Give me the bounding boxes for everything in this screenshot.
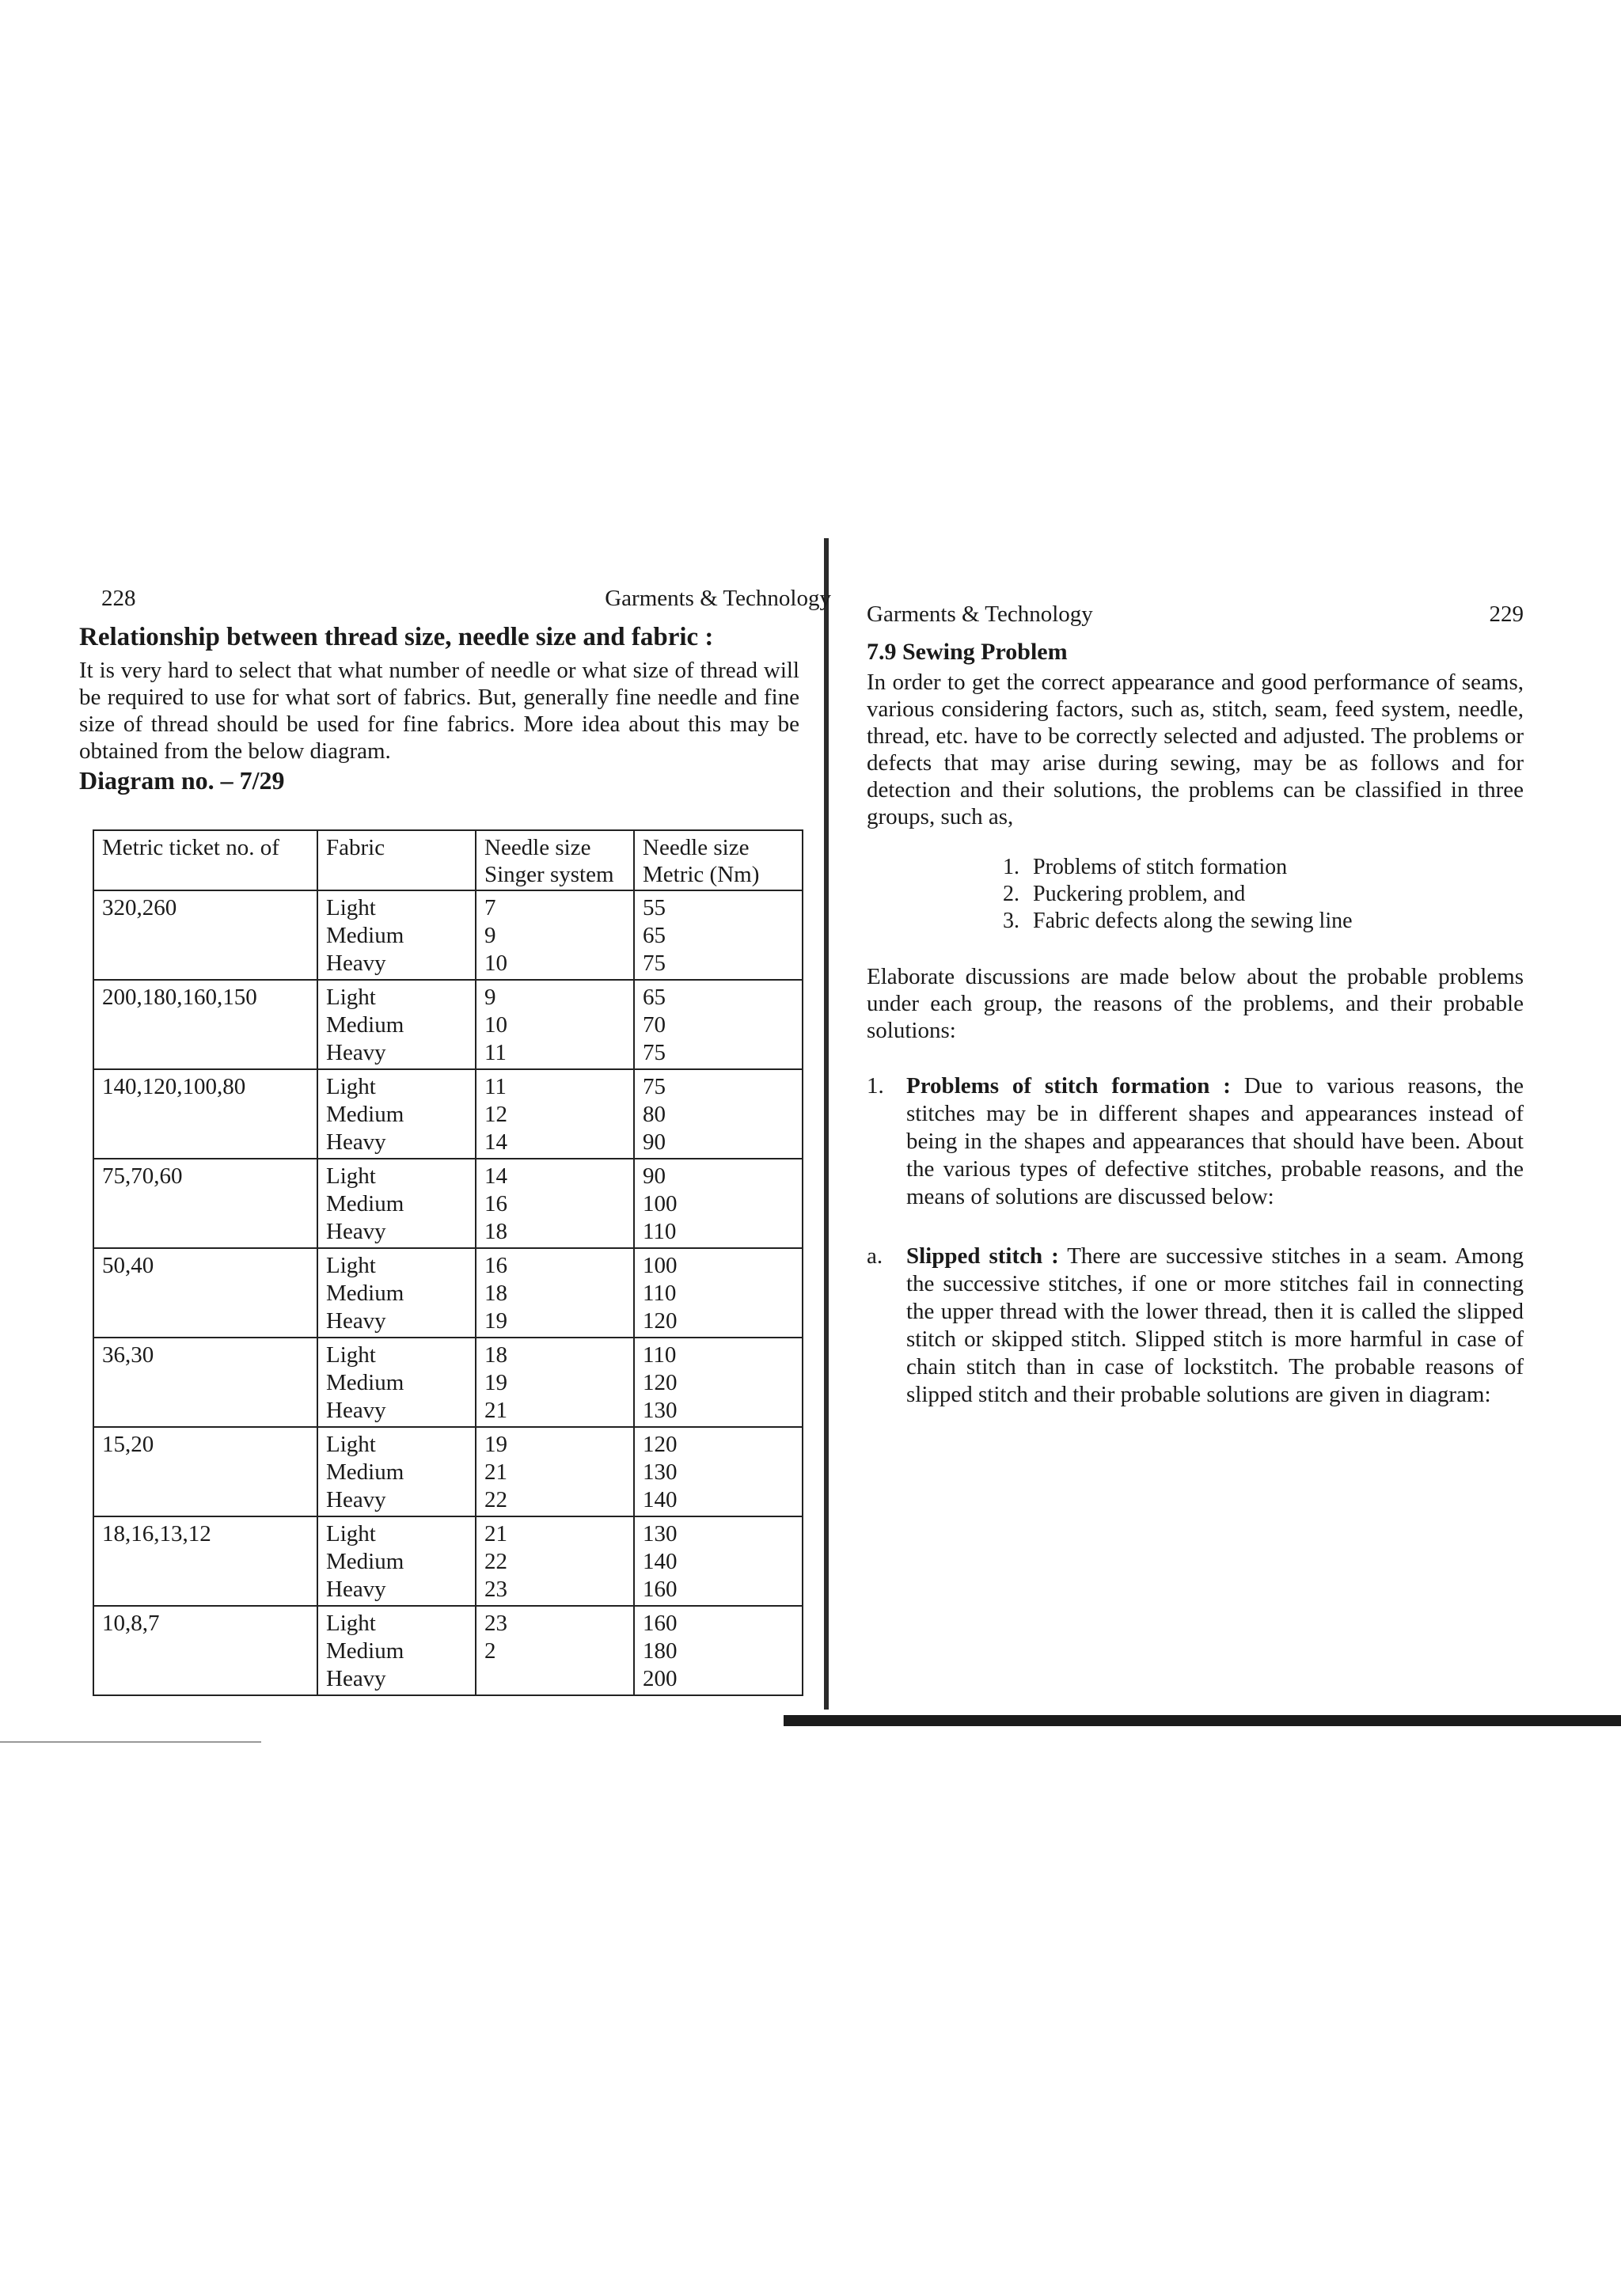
- running-title: Garments & Technology: [867, 602, 1093, 627]
- table-row: [93, 1337, 803, 1426]
- singer-cell-line: 18: [484, 1281, 507, 1306]
- metric-cell: [635, 1607, 803, 1694]
- left-page: [79, 586, 831, 1691]
- fabric-cell-line: Light: [326, 1163, 376, 1189]
- fabric-cell: [318, 1249, 476, 1337]
- ticket-cell: 15,20: [93, 1428, 318, 1516]
- table-header-row: [93, 829, 803, 890]
- singer-cell-line: 10: [484, 1012, 507, 1038]
- page-number: 229: [1489, 602, 1524, 627]
- metric-cell-line: 200: [643, 1666, 678, 1691]
- fabric-cell-line: Heavy: [326, 1666, 386, 1691]
- singer-cell: [476, 981, 635, 1068]
- problem-groups-list: [867, 854, 1524, 935]
- metric-cell-line: 110: [643, 1281, 677, 1306]
- singer-cell: [476, 1249, 635, 1337]
- singer-cell-line: 11: [484, 1040, 507, 1065]
- singer-cell: [476, 1159, 635, 1247]
- singer-cell-line: 14: [484, 1163, 507, 1189]
- metric-cell-line: 80: [643, 1102, 666, 1127]
- fabric-cell-line: Heavy: [326, 1129, 386, 1155]
- singer-cell: [476, 891, 635, 979]
- ticket-cell: 200,180,160,150: [93, 981, 318, 1068]
- intro-paragraph: In order to get the correct appearance and good performance of seams, various considering factors, such as, stitch, seam, feed system, needle, thread, etc. have to be correctly selected and adjusted. The problems or defects that may arise during sewing, may be as follows and for detection and their solutions, the problems can be classified in three groups, such as,: [867, 670, 1524, 829]
- scan-edge-line: [0, 1741, 261, 1743]
- singer-cell-line: 23: [484, 1611, 507, 1636]
- item-body: [906, 1072, 1524, 1211]
- fabric-cell: [318, 891, 476, 979]
- page-number: 228: [101, 586, 136, 611]
- metric-cell-line: 130: [643, 1398, 678, 1423]
- singer-cell-line: 21: [484, 1521, 507, 1546]
- fabric-cell-line: Light: [326, 985, 376, 1010]
- thread-needle-table: [93, 829, 803, 1696]
- item-marker: a.: [867, 1243, 883, 1269]
- table-row: [93, 979, 803, 1068]
- singer-cell-line: 9: [484, 985, 496, 1010]
- table-body: [93, 890, 803, 1696]
- fabric-cell-line: Heavy: [326, 1308, 386, 1334]
- fabric-cell-line: Medium: [326, 1281, 404, 1306]
- running-title: Garments & Technology: [605, 586, 831, 611]
- singer-cell: [476, 1338, 635, 1426]
- fabric-cell: [318, 1070, 476, 1158]
- fabric-cell-line: Heavy: [326, 1398, 386, 1423]
- metric-cell-line: 65: [643, 923, 666, 948]
- metric-cell-line: 75: [643, 1074, 666, 1099]
- ticket-cell: 10,8,7: [93, 1607, 318, 1694]
- table-row: [93, 1068, 803, 1158]
- metric-cell-line: 90: [643, 1163, 666, 1189]
- singer-cell: [476, 1070, 635, 1158]
- fabric-cell-line: Light: [326, 1611, 376, 1636]
- metric-cell-line: 90: [643, 1129, 666, 1155]
- elaborate-paragraph: Elaborate discussions are made below about the probable problems under each group, the reasons of the problems, and their probable solutions:: [867, 964, 1524, 1043]
- list-item: 2. Puckering problem, and: [1025, 881, 1524, 908]
- table-row: [93, 890, 803, 979]
- item-title: Problems of stitch formation :: [906, 1073, 1231, 1099]
- singer-cell-line: 2: [484, 1638, 496, 1664]
- singer-cell-line: 21: [484, 1398, 507, 1423]
- ticket-cell: 18,16,13,12: [93, 1517, 318, 1605]
- intro-paragraph: It is very hard to select that what number of needle or what size of thread will be required to use for what sort of fabrics. But, generally fine needle and fine size of thread should be used for fine fabrics. More idea about this may be obtained from the below diagram.: [79, 658, 799, 764]
- singer-cell-line: 16: [484, 1253, 507, 1278]
- fabric-cell-line: Light: [326, 1253, 376, 1278]
- metric-cell: [635, 1428, 803, 1516]
- ticket-cell: 75,70,60: [93, 1159, 318, 1247]
- ticket-cell: 320,260: [93, 891, 318, 979]
- scan-edge-shadow: [784, 1715, 1621, 1726]
- metric-cell-line: 140: [643, 1549, 678, 1574]
- item-text: There are successive stitches in a seam. Among the successive stitches, if one or more stitches fail in connecting the upper thread with the lower thread, then it is called the slipped stitch or skipped stitch. Slipped stitch is more harmful in case of chain stitch than in case of lockstitch. The probable reasons of slipped stitch and their probable solutions are given in diagram:: [906, 1243, 1524, 1407]
- fabric-cell-line: Light: [326, 1342, 376, 1368]
- fabric-cell-line: Medium: [326, 1370, 404, 1395]
- fabric-cell-line: Medium: [326, 1102, 404, 1127]
- singer-cell-line: 19: [484, 1308, 507, 1334]
- singer-cell-line: [484, 1665, 625, 1693]
- list-item: 3. Fabric defects along the sewing line: [1025, 908, 1524, 935]
- singer-cell-line: 14: [484, 1129, 507, 1155]
- list-item: 1. Problems of stitch formation: [1025, 854, 1524, 881]
- table-row: [93, 1605, 803, 1696]
- singer-cell-line: 22: [484, 1487, 507, 1512]
- metric-cell-line: 100: [643, 1191, 678, 1216]
- singer-cell-line: 18: [484, 1219, 507, 1244]
- fabric-cell: [318, 1517, 476, 1605]
- item-marker: 1.: [867, 1073, 884, 1099]
- item-stitch-formation: [867, 1072, 1524, 1211]
- fabric-cell: [318, 1428, 476, 1516]
- fabric-cell-line: Heavy: [326, 1487, 386, 1512]
- book-spine-shadow: [824, 538, 829, 1710]
- ticket-cell: 36,30: [93, 1338, 318, 1426]
- header-fabric: Fabric: [318, 831, 476, 890]
- header-ticket: Metric ticket no. of: [93, 831, 318, 890]
- metric-cell-line: 70: [643, 1012, 666, 1038]
- metric-cell-line: 130: [643, 1459, 678, 1485]
- header-metric: Needle size Metric (Nm): [635, 831, 803, 890]
- metric-cell-line: 140: [643, 1487, 678, 1512]
- metric-cell: [635, 1159, 803, 1247]
- table-row: [93, 1247, 803, 1337]
- table-row: [93, 1158, 803, 1247]
- fabric-cell-line: Heavy: [326, 1577, 386, 1602]
- section-heading: Relationship between thread size, needle size and fabric :: [79, 623, 714, 651]
- fabric-cell: [318, 1159, 476, 1247]
- metric-cell: [635, 891, 803, 979]
- metric-cell: [635, 1249, 803, 1337]
- table-row: [93, 1426, 803, 1516]
- fabric-cell-line: Heavy: [326, 1040, 386, 1065]
- singer-cell: [476, 1607, 635, 1694]
- fabric-cell-line: Medium: [326, 1549, 404, 1574]
- metric-cell: [635, 1338, 803, 1426]
- fabric-cell-line: Medium: [326, 1191, 404, 1216]
- header-singer: Needle size Singer system: [476, 831, 635, 890]
- metric-cell-line: 120: [643, 1370, 678, 1395]
- fabric-cell-line: Light: [326, 1432, 376, 1457]
- singer-cell-line: 21: [484, 1459, 507, 1485]
- table-row: [93, 1516, 803, 1605]
- singer-cell-line: 9: [484, 923, 496, 948]
- fabric-cell: [318, 981, 476, 1068]
- fabric-cell-line: Medium: [326, 1459, 404, 1485]
- metric-cell-line: 160: [643, 1577, 678, 1602]
- metric-cell-line: 100: [643, 1253, 678, 1278]
- metric-cell: [635, 1070, 803, 1158]
- metric-cell-line: 75: [643, 951, 666, 976]
- metric-cell: [635, 1517, 803, 1605]
- metric-cell-line: 120: [643, 1432, 678, 1457]
- metric-cell-line: 65: [643, 985, 666, 1010]
- metric-cell-line: 75: [643, 1040, 666, 1065]
- item-text: Due to various reasons, the stitches may be in different shapes and appearances instead of being in the shapes and appearances that should have been. About the various types of defective stitches, probable reasons, and the means of solutions are discussed below:: [906, 1073, 1524, 1209]
- fabric-cell-line: Heavy: [326, 951, 386, 976]
- metric-cell-line: 110: [643, 1342, 677, 1368]
- singer-cell: [476, 1428, 635, 1516]
- metric-cell: [635, 981, 803, 1068]
- fabric-cell-line: Light: [326, 1521, 376, 1546]
- fabric-cell: [318, 1607, 476, 1694]
- fabric-cell-line: Heavy: [326, 1219, 386, 1244]
- fabric-cell-line: Light: [326, 1074, 376, 1099]
- item-slipped-stitch: [867, 1243, 1524, 1409]
- right-page: [867, 602, 1524, 1409]
- fabric-cell-line: Medium: [326, 1638, 404, 1664]
- fabric-cell-line: Medium: [326, 923, 404, 948]
- singer-cell-line: 22: [484, 1549, 507, 1574]
- metric-cell-line: 120: [643, 1308, 678, 1334]
- singer-cell-line: 12: [484, 1102, 507, 1127]
- metric-cell-line: 55: [643, 895, 666, 920]
- ticket-cell: 140,120,100,80: [93, 1070, 318, 1158]
- metric-cell-line: 180: [643, 1638, 678, 1664]
- fabric-cell-line: Medium: [326, 1012, 404, 1038]
- singer-cell-line: 16: [484, 1191, 507, 1216]
- singer-cell-line: 11: [484, 1074, 507, 1099]
- singer-cell-line: 19: [484, 1370, 507, 1395]
- left-page-header: [79, 586, 831, 612]
- singer-cell-line: 10: [484, 951, 507, 976]
- singer-cell-line: 19: [484, 1432, 507, 1457]
- metric-cell-line: 130: [643, 1521, 678, 1546]
- right-page-header: [867, 602, 1524, 628]
- fabric-cell: [318, 1338, 476, 1426]
- singer-cell-line: 23: [484, 1577, 507, 1602]
- metric-cell-line: 160: [643, 1611, 678, 1636]
- singer-cell-line: 7: [484, 895, 496, 920]
- singer-cell: [476, 1517, 635, 1605]
- fabric-cell-line: Light: [326, 895, 376, 920]
- ticket-cell: 50,40: [93, 1249, 318, 1337]
- singer-cell-line: 18: [484, 1342, 507, 1368]
- item-title: Slipped stitch :: [906, 1243, 1059, 1269]
- metric-cell-line: 110: [643, 1219, 677, 1244]
- section-title: 7.9 Sewing Problem: [867, 639, 1068, 665]
- diagram-label: Diagram no. – 7/29: [79, 766, 285, 795]
- item-body: [906, 1243, 1524, 1409]
